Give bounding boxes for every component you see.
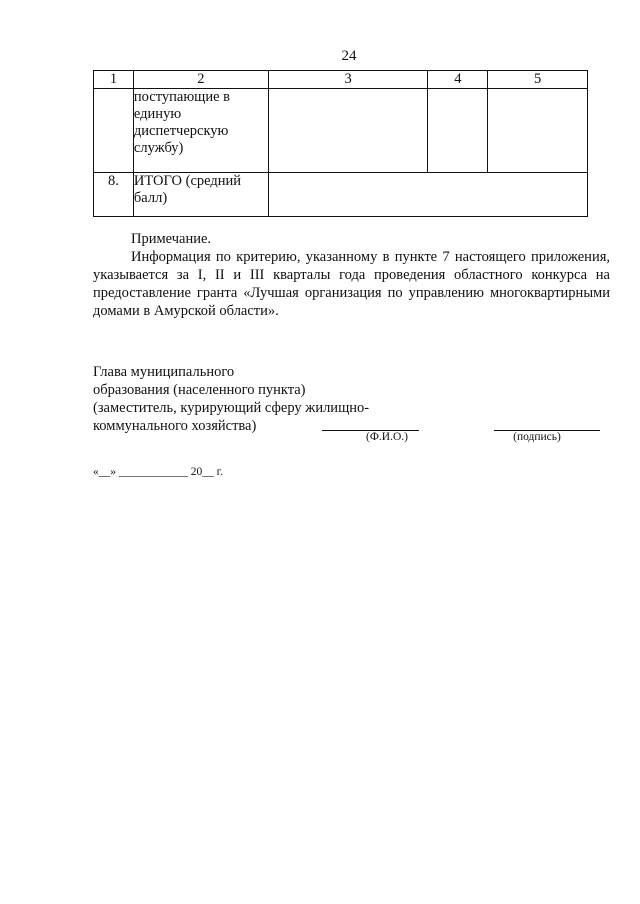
signatory-title — [93, 363, 369, 435]
column-header: 1 — [94, 71, 134, 89]
table-header-row — [94, 71, 588, 89]
signatory-title-line: коммунального хозяйства) — [93, 418, 257, 434]
row-number-cell: 8. — [94, 173, 134, 217]
signatory-title-line: образования (населенного пункта) — [93, 382, 306, 398]
column-header: 4 — [428, 71, 488, 89]
note-title: Примечание. — [131, 231, 212, 247]
criterion-text-line: балл) — [133, 190, 168, 206]
column-header: 5 — [488, 71, 588, 89]
criteria-table — [93, 70, 588, 217]
table-row — [94, 173, 588, 217]
total-score-cell — [268, 173, 587, 217]
criterion-text-line: единую — [133, 106, 182, 122]
empty-cell — [268, 89, 428, 173]
date-placeholder: «__» ____________ 20__ г. — [93, 466, 223, 478]
fio-caption: (Ф.И.О.) — [366, 431, 408, 443]
column-header: 2 — [133, 71, 268, 89]
signature-caption: (подпись) — [513, 431, 561, 443]
criterion-text-line: диспетчерскую — [133, 123, 229, 139]
empty-cell — [428, 89, 488, 173]
signatory-title-line: (заместитель, курирующий сферу жилищно- — [93, 400, 370, 416]
criterion-text-line: поступающие в — [133, 89, 230, 105]
page-number: 24 — [341, 48, 357, 64]
note-section — [93, 230, 610, 320]
table-row — [94, 89, 588, 173]
criterion-cell — [133, 89, 268, 173]
row-number-cell — [94, 89, 134, 173]
criterion-cell — [133, 173, 268, 217]
note-body: Информация по критерию, указанному в пункте 7 настоящего приложения, указывается за I, II и III кварталы года проведения областного конкурса на предоставление гранта «Лучшая организация по управлению многоквартирными домами в Амурской области». — [93, 249, 610, 319]
column-header: 3 — [268, 71, 428, 89]
signatory-title-line: Глава муниципального — [93, 364, 235, 380]
empty-cell — [488, 89, 588, 173]
criterion-text-line: службу) — [133, 140, 184, 156]
criterion-text-line: ИТОГО (средний — [133, 173, 242, 189]
